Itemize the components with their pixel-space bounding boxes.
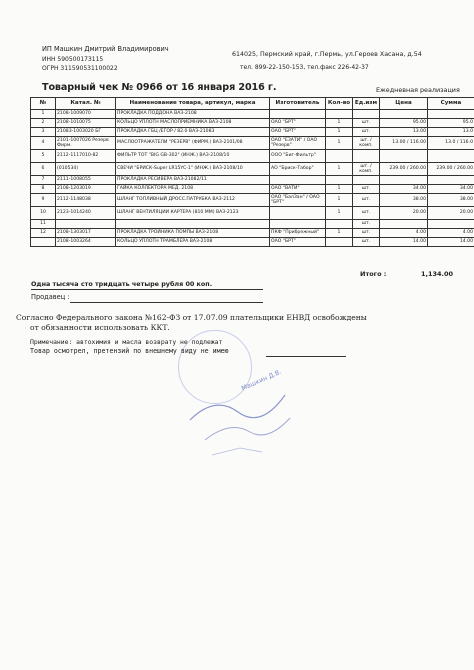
row-sum: 4.00: [428, 229, 474, 238]
seller-sign-label: Продавец :: [31, 293, 70, 301]
row-sum: 38.00: [428, 194, 474, 207]
row-price: 13.00: [380, 128, 428, 137]
row-catalog: 2108-1003264: [56, 238, 116, 247]
row-unit: шт.: [353, 194, 380, 207]
row-catalog: 2101-1007026 Резерв Фирм.: [56, 137, 116, 150]
row-sum: 95.0: [428, 119, 474, 128]
row-sum: 20.00: [428, 207, 474, 220]
row-unit: шт. / комп.: [353, 163, 380, 176]
header-maker: Изготовитель: [270, 98, 326, 110]
row-num: 12: [31, 229, 56, 238]
row-unit: шт.: [353, 128, 380, 137]
row-sum: 239.00 / 260.00: [428, 163, 474, 176]
row-catalog: 2112-1117010-82: [56, 150, 116, 163]
header-num: №: [31, 98, 56, 110]
total-value: 1,134.00: [421, 270, 454, 278]
row-price: 38.00: [380, 194, 428, 207]
row-maker: ПКФ "Прибрежный": [270, 229, 326, 238]
header-qty: Кол-во: [326, 98, 353, 110]
row-sum: 13.0 / 116.0: [428, 137, 474, 150]
row-maker: ОАО "БРТ": [270, 119, 326, 128]
row-maker: ООО "Биг-Фильтр": [270, 150, 326, 163]
row-unit: шт.: [353, 119, 380, 128]
row-catalog: 2111-1008055: [56, 176, 116, 185]
row-maker: ОАО "БРТ": [270, 128, 326, 137]
seller-ogrn: ОГРН 311590531100022: [42, 65, 118, 72]
row-name: ГАЙКА КОЛЛЕКТОРА МЕД. 2108: [116, 185, 270, 194]
row-name: ФИЛЬТР ТОТ "BIG GB-302" (ИНЖ.) ВАЗ-2108/10: [116, 150, 270, 163]
row-qty: 1: [326, 163, 353, 176]
row-qty: 1: [326, 137, 353, 150]
row-name: ШЛАНГ ТОПЛИВНЫЙ ДРОСС.ПАТРУБКА ВАЗ-2112: [116, 194, 270, 207]
row-maker: ОАО "БалЗан" / ОАО "БРТ": [270, 194, 326, 207]
header-unit: Ед.изм: [353, 98, 380, 110]
row-num: 4: [31, 137, 56, 150]
row-price: 4.00: [380, 229, 428, 238]
row-catalog: 2108-1009070: [56, 110, 116, 119]
row-sum: 14.00: [428, 238, 474, 247]
row-sum: 34.00: [428, 185, 474, 194]
row-price: 14.00: [380, 238, 428, 247]
row-name: ПРОКЛАДКА РЕСИВЕРА ВАЗ-21082/11: [116, 176, 270, 185]
row-price: 95.00: [380, 119, 428, 128]
receipt-title: Товарный чек № 0966 от 16 января 2016 г.: [42, 82, 277, 93]
row-sum: 13.0: [428, 128, 474, 137]
return-note: Примечание: автохимия и масла возврату не подлежат: [30, 338, 223, 346]
seller-name: ИП Машкин Дмитрий Владимирович: [42, 45, 169, 53]
seller-inn: ИНН 590500173115: [42, 56, 104, 63]
inspection-statement: Товар осмотрел, претензий по внешнему виду не имею: [30, 347, 229, 355]
row-name: МАСЛООТРАЖАТЕЛИ "РЕЗЕРВ" (ФИРМ.) ВАЗ-2101/08: [116, 137, 270, 150]
row-num: 2: [31, 119, 56, 128]
row-maker: ОАО "ВАТИ": [270, 185, 326, 194]
row-price: 13.00 / 116.00: [380, 137, 428, 150]
row-maker: ОАО "ЕЗАТИ" / ОАО "Резерв": [270, 137, 326, 150]
law-note-line1: Согласно Федерального закона №162-ФЗ от 17.07.09 плательщики ЕНВД освобождены: [16, 313, 367, 322]
row-num: 3: [31, 128, 56, 137]
row-price: 34.00: [380, 185, 428, 194]
receipt-type: Ежедневная реализация: [376, 86, 460, 94]
row-name: ПРОКЛАДКА ТРОЙНИКА ПОМПЫ ВАЗ-2108: [116, 229, 270, 238]
row-num: 6: [31, 163, 56, 176]
row-unit: шт.: [353, 185, 380, 194]
row-price: 239.00 / 260.00: [380, 163, 428, 176]
total-label: Итого :: [360, 270, 387, 278]
row-num: 8: [31, 185, 56, 194]
row-num: 1: [31, 110, 56, 119]
row-maker: АО "Бриск-Табор": [270, 163, 326, 176]
law-note-line2: от обязанности использовать ККТ.: [30, 323, 170, 332]
row-qty: 1: [326, 229, 353, 238]
row-num: 9: [31, 194, 56, 207]
row-qty: 1: [326, 128, 353, 137]
seller-address: 614025, Пермский край, г.Пермь, ул.Героев Хасана, д.54: [232, 51, 422, 58]
row-name: ПРОКЛАДКА ПОДДОНА ВАЗ-2108: [116, 110, 270, 119]
row-catalog: 2108-1010075: [56, 119, 116, 128]
row-unit: шт.: [353, 229, 380, 238]
row-unit: шт.: [353, 207, 380, 220]
row-catalog: 2108-1203019: [56, 185, 116, 194]
row-num: 5: [31, 150, 56, 163]
header-price: Цена: [380, 98, 428, 110]
row-price: 20.00: [380, 207, 428, 220]
row-qty: 1: [326, 119, 353, 128]
row-unit: шт. / комп.: [353, 137, 380, 150]
header-name: Наименование товара, артикул, марка: [116, 98, 270, 110]
row-catalog: 2123-1014240: [56, 207, 116, 220]
row-qty: 1: [326, 207, 353, 220]
row-qty: 1: [326, 185, 353, 194]
row-name: ШЛАНГ ВЕНТИЛЯЦИИ КАРТЕРА (810 ММ) ВАЗ-2123: [116, 207, 270, 220]
row-num: 10: [31, 207, 56, 220]
row-name: СВЕЧИ "БРИСК-Super LR15YC-1" (ИНЖ.) ВАЗ-2108/10: [116, 163, 270, 176]
header-sum: Сумма: [428, 98, 474, 110]
header-catalog: Катал. №: [56, 98, 116, 110]
row-name: ПРОКЛАДКА ГБЦ /ЕГОР / 82.0 ВАЗ-21083: [116, 128, 270, 137]
row-catalog: (010534): [56, 163, 116, 176]
row-catalog: 21083-1003020 БГ: [56, 128, 116, 137]
row-qty: 1: [326, 194, 353, 207]
row-name: КОЛЬЦО УПЛОТН МАСЛОПРИЕМНИКА ВАЗ-2108: [116, 119, 270, 128]
row-catalog: 2112-1148038: [56, 194, 116, 207]
row-name: КОЛЬЦО УПЛОТН ТРАМБЛЕРА ВАЗ-2108: [116, 238, 270, 247]
row-maker: ОАО "БРТ": [270, 238, 326, 247]
amount-in-words: Одна тысяча сто тридцать четыре рубля 00 коп.: [31, 280, 213, 288]
row-unit: шт.: [353, 220, 380, 229]
row-num: 7: [31, 176, 56, 185]
stamp-text: Машкин Д.В.: [240, 367, 283, 393]
seller-phones: тел. 899-22-150-153, тел.факс 226-42-37: [240, 64, 369, 71]
row-num: 11: [31, 220, 56, 229]
row-unit: шт.: [353, 238, 380, 247]
row-catalog: 2108-1303017: [56, 229, 116, 238]
